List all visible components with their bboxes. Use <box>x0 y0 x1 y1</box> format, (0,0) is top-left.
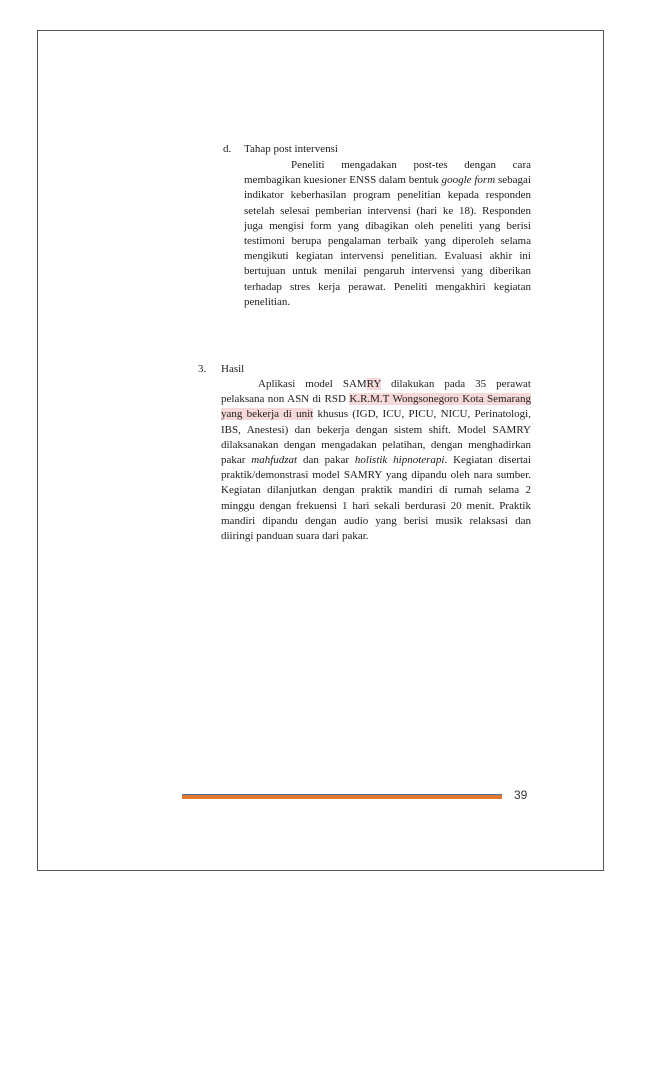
subsection-text-2: sebagai indikator keberhasilan program penelitian kepada responden setelah selesai pemberian intervensi (hari ke 18). Responden juga mengisi form yang dibagikan oleh peneliti yang berisi testimoni berupa pengalaman terbaik yang diperoleh selama mengikuti kegiatan intervensi penelitian. Evaluasi akhir ini bertujuan untuk menilai pengaruh intervensi yang diberikan terhadap stres kerja perawat. Peneliti mengakhiri kegiatan penelitian. <box>244 174 531 308</box>
section-italic-term-1: mahfudzat <box>251 454 298 467</box>
section-text-1: Aplikasi model SAM <box>258 378 367 390</box>
subsection-title: Tahap post intervensi <box>244 143 338 155</box>
section-text-5: . Kegiatan disertai praktik/demonstrasi model SAMRY yang dipandu oleh nara sumber. Kegiatan dilanjutkan dengan praktik mandiri di rumah selama 2 minggu dengan frekuensi 1 hari sekali berdurasi 20 menit. Praktik mandiri dipandu dengan audio yang berisi musik relaksasi dan diiringi panduan suara dari pakar. <box>221 454 531 543</box>
section-number: 3. <box>198 363 207 375</box>
section-text-2: dilakukan pada 35 perawat pelaksana non ASN di RSD <box>221 378 531 406</box>
section-italic-term-2: holistik hipnoterapi <box>354 454 445 467</box>
subsection-heading <box>223 142 533 157</box>
subsection-letter: d. <box>223 143 232 155</box>
subsection-italic-term: google form <box>441 174 496 187</box>
footer-bar <box>182 794 502 799</box>
section-text-3: khusus (IGD, ICU, PICU, NICU, Perinatologi, IBS, Anestesi) dan bekerja dengan sistem shift. Model SAMRY dilaksanakan dengan mengadakan pelatihan, dengan menghadirkan pakar <box>221 408 531 467</box>
section-paragraph <box>221 377 531 544</box>
section-title: Hasil <box>221 363 245 375</box>
subsection-text-1: Peneliti mengadakan post-tes dengan cara membagikan kuesioner ENSS dalam bentuk <box>244 159 531 187</box>
section-heading <box>198 362 498 377</box>
highlighted-text-2[interactable]: K.R.M.T Wongsonegoro Kota Semarang yang bekerja di unit <box>221 393 531 421</box>
document-page <box>37 30 604 871</box>
subsection-paragraph <box>244 158 531 310</box>
page-number: 39 <box>514 788 528 802</box>
section-text-4: dan pakar <box>297 454 355 467</box>
highlighted-text-1[interactable]: RY <box>366 378 381 390</box>
